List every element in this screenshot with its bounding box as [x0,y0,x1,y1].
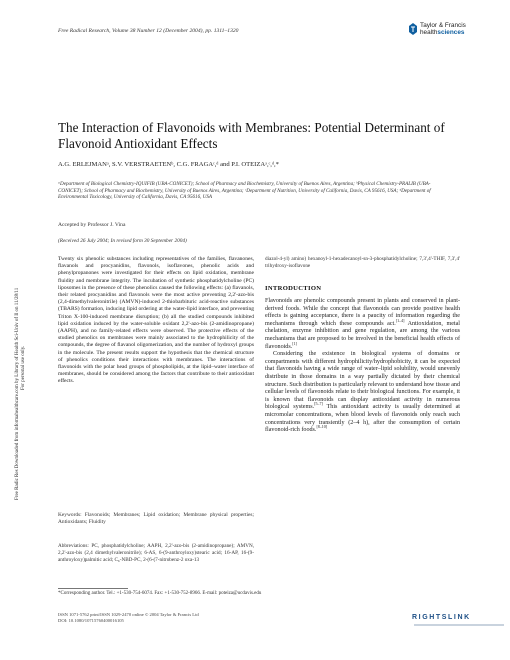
taylor-francis-logo-icon [408,23,418,35]
introduction-body [265,298,460,435]
abbreviations-continued: diazol-4-yl) amino) hexanoyl-1-hexadecanoyl-sn-3-phosphatidylcholine; 7,3',4'-THIF, 7,3',4' trihydroxy-isoflavone [265,256,460,269]
journal-citation: Free Radical Research, Volume 38 Number 12 (December 2004), pp. 1311–1320 [58,28,239,34]
corresponding-author-footnote: *Corresponding author. Tel.: +1-530-754-6074. Fax: +1-530-752-8966. E-mail: poteiza@ucdavis.edu [58,591,262,596]
personal-use-notice: For personal use only. [21,345,26,390]
abstract-text: Twenty six phenolic substances including representatives of the families, flavanones, flavanols and procyanidins, flavonols, isoflavones, phenolic acids and phenylpropanones were investigated for their effects on lipid oxidation, membrane fluidity and membrane integrity. The incubation of synthetic phosphatidylcholine (PC) liposomes in the presence of these phenolics caused the following effects: (a) flavanols, their related procyanidins and flavonols were the most active preventing 2,2'-azo-bis (2,4-dimethylvaleronitrile) (AMVN)-induced 2-thiobarbituric acid-reactive substances (TBARS) formation, inducing lipid ordering at the water-lipid interface, and preventing Triton X-100-induced membrane disruption; (b) all the studied compounds inhibited lipid oxidation induced by the water-soluble oxidant 2,2'-azo-bis (2-amidinopropane) (AAPH), and no family-related effects were observed. The protective effects of the studied phenolics on membranes were mainly associated to the hydrophilicity of the compounds, the degree of flavanol oligomerization, and the number of hydroxyl groups in the molecule. The present results support the hypothesis that the chemical structure of phenolics conditions their interactions with membranes. The interactions of flavonoids with the polar head groups of phospholipids, at the lipid–water interface of membranes, should be considered among the factors that contribute to their antioxidant effects. [58,256,254,385]
rightslink-underline [414,624,504,626]
publisher-division: healthsciences [420,29,465,36]
issn-block [58,612,318,624]
affiliations: ᵃDepartment of Biological Chemistry-IQUIFIB (UBA-CONICET); School of Pharmacy and Biochemistry, University of Buenos Aires, Argentina; ᵇPhysical Chemistry-PRALIB (UBA-CONICET); School of Pharmacy and Biochemistry, University of Buenos Aires, Argentina; ᶜDepartment of Nutrition, University of California, Davis, CA 95616, USA; ᵈDepartment of Environmental Toxicology, University of California, Davis, CA 95616, USA [58,181,431,200]
footnote-divider [58,588,128,589]
citation-ref[interactable]: [5–7] [314,401,323,407]
section-heading-introduction: INTRODUCTION [265,285,322,292]
citation-ref[interactable]: [8–10] [316,424,328,430]
citation-ref[interactable]: [1] [292,340,297,346]
issn-line: ISSN 1071-5762 print/ISSN 1029-2470 online © 2004 Taylor & Francis Ltd [58,612,199,617]
abbreviations: Abbreviations: PC, phosphatidylcholine; AAPH, 2,2'-azo-bis (2-amidinopropane); AMVN, 2,2'-azo-bis (2,4 dimethylvaleronitrile); 6-AS, 6-(9-anthroyloxy)stearic acid; 16-AP, 16-(9-anthroyloxy)palmitic acid; C₆-NBD-PC, 2-(6-(7-nitrobenz-2 oxa-13 [58,543,254,563]
citation-ref[interactable]: [1–4] [395,317,405,323]
received-dates: (Received 26 July 2004; In revised form 30 September 2004) [58,238,187,244]
abstract [58,256,254,386]
article-title: The Interaction of Flavonoids with Membranes: Potential Determinant of Flavonoid Antioxidant Effects [58,120,445,151]
keywords: Keywords: Flavonoids; Membranes; Lipid oxidation; Membrane physical properties; Antioxidants; Fluidity [58,512,254,525]
accepted-by: Accepted by Professor J. Vina [58,222,126,228]
intro-paragraph-1: Flavonoids are phenolic compounds present in plants and conserved in plant-derived foods. While the concept that flavonoids can provide positive health effects is gaining acceptance, there is a paucity of information regarding the mechanisms through which these compounds act.[1–4] Antioxidation, metal chelation, enzyme inhibition and gene regulation, are among the various mechanisms that are proposed to be involved in the beneficial health effects of flavonoids.[1] [265,298,460,350]
download-notice: Free Radic Res Downloaded from informahealthcare.com by Library of Health Sci-Univ of Il on 11/28/11 [15,287,20,500]
rightslink-button[interactable]: RIGHTSLINK [412,614,471,621]
publisher-logo[interactable] [408,22,498,38]
doi-line: DOI: 10.1080/10715760400016105 [58,618,124,623]
download-watermark [5,170,26,500]
intro-paragraph-2: Considering the existence in biological systems of domains or compartments with different hydrophilicity/hydrophobicity, it can be expected that flavonoids having a wide range of water–lipid solubility, would unevenly distribute in those domains in a way partially dictated by their chemical structure. Such distribution is particularly relevant to understand how tissue and cellular levels of flavonoids relate to their biological functions. For example, it is known that flavonoids can display antioxidant activity in numerous biological systems.[5–7] This antioxidant activity is usually determined at micromolar concentrations, when blood levels of flavonoids only reach such concentrations very transiently (2–4 h), after the consumption of certain flavonoid-rich foods.[8–10] [265,351,461,434]
publisher-name: Taylor & Francis [420,22,466,29]
author-list: A.G. ERLEJMANᵃ, S.V. VERSTRAETENᵇ, C.G. FRAGAᶜ,ᵈ and P.I. OTEIZAᵃ,ᶜ,ᵈ,* [58,161,279,168]
